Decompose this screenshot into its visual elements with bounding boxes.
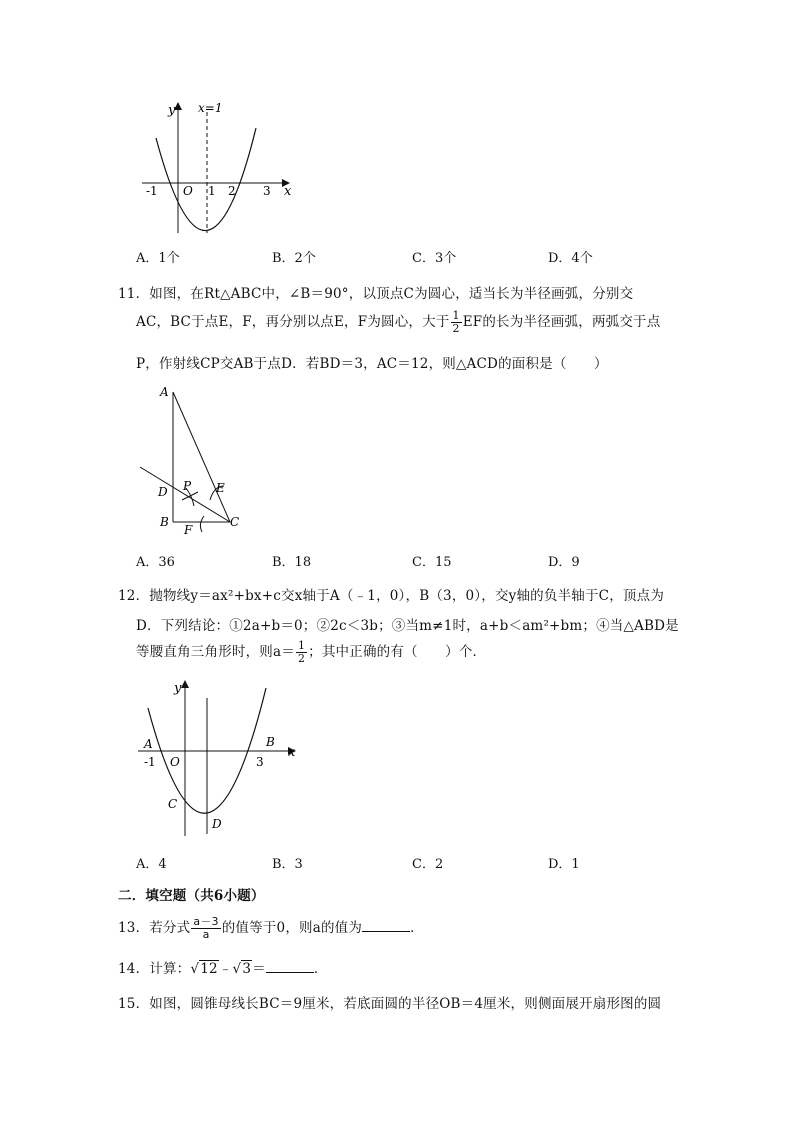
q10-option-a[interactable]: A．1个 xyxy=(136,251,180,266)
y-label: y xyxy=(174,681,182,696)
tick-2: 2 xyxy=(228,184,236,198)
label-a: A xyxy=(144,737,153,751)
label-d: D xyxy=(212,817,222,831)
q11-triangle-figure xyxy=(138,382,258,542)
sqrt-symbol: √ xyxy=(190,961,200,977)
label-f: F xyxy=(184,523,193,537)
q13-frac-den: a xyxy=(202,928,210,941)
q12-option-d[interactable]: D．1 xyxy=(548,857,580,872)
q13-c: ． xyxy=(410,920,424,936)
sqrt-symbol: √ xyxy=(232,961,242,977)
label-b: B xyxy=(160,515,169,529)
q12-parabola-figure xyxy=(136,678,306,838)
label-c: C xyxy=(230,515,240,529)
origin-label: O xyxy=(183,184,193,198)
q10-option-d[interactable]: D．4个 xyxy=(548,251,593,266)
origin-label: O xyxy=(170,755,180,769)
q13 xyxy=(118,916,424,941)
q12-line3-a: 等腰直角三角形时，则a＝ xyxy=(136,644,295,660)
tick-1: 1 xyxy=(208,184,216,198)
q14-c: ． xyxy=(313,961,328,977)
q12-fraction xyxy=(296,640,307,665)
label-b: B xyxy=(266,735,275,749)
label-d: D xyxy=(158,485,168,499)
q12-line3 xyxy=(136,640,486,665)
q14 xyxy=(118,957,328,977)
q13-a: 13．若分式 xyxy=(118,920,191,936)
q13-fraction xyxy=(191,916,220,941)
q11-frac-den: 2 xyxy=(452,322,460,335)
q13-frac-num: a－3 xyxy=(193,915,219,928)
q12-option-b[interactable]: B．3 xyxy=(272,857,303,872)
q14-radicand-2: 3 xyxy=(242,961,252,977)
label-c: C xyxy=(168,797,178,811)
q12-line2: D．下列结论：①2a+b＝0；②2c＜3b；③当m≠1时，a+b＜am²+bm；④当△ABD是 xyxy=(136,618,679,634)
x-label: x xyxy=(284,184,292,199)
label-p: P xyxy=(183,479,192,493)
q12-option-c[interactable]: C．2 xyxy=(412,857,444,872)
q14-answer-blank[interactable] xyxy=(266,960,314,973)
label-a: A xyxy=(160,385,169,399)
q11-option-d[interactable]: D．9 xyxy=(548,555,580,570)
xline-label: x=1 xyxy=(198,101,223,115)
q11-frac-num: 1 xyxy=(452,309,460,322)
q11-line1: 11．如图，在Rt△ABC中，∠B＝90°，以顶点C为圆心，适当长为半径画弧，分别交 xyxy=(118,286,634,302)
q11-option-b[interactable]: B．18 xyxy=(272,555,312,570)
q10-option-c[interactable]: C．3个 xyxy=(412,251,457,266)
q15-line1: 15．如图，圆锥母线长BC＝9厘米，若底面圆的半径OB＝4厘米，则侧面展开扇形图的圆 xyxy=(118,996,662,1012)
q10-option-b[interactable]: B．2个 xyxy=(272,251,316,266)
section-2-heading: 二．填空题（共6小题） xyxy=(118,888,265,904)
q11-fraction xyxy=(451,310,462,335)
q11-line2 xyxy=(136,310,660,335)
q12-line3-b: ；其中正确的有（ ）个． xyxy=(308,644,487,660)
q11-option-a[interactable]: A．36 xyxy=(136,555,175,570)
q14-mid: ﹣ xyxy=(218,961,233,977)
parabola-curve xyxy=(156,128,256,231)
q11-line2-a: AC，BC于点E，F，再分别以点E，F为圆心，大于 xyxy=(136,314,450,330)
q12-frac-num: 1 xyxy=(297,639,306,652)
tick-3: 3 xyxy=(256,755,264,769)
arc-f xyxy=(200,516,204,532)
q14-radicand-1: 12 xyxy=(200,961,218,977)
tick-neg1: -1 xyxy=(144,755,156,769)
arc-p1 xyxy=(182,492,198,500)
q11-option-c[interactable]: C．15 xyxy=(412,555,452,570)
q10-parabola-figure xyxy=(138,98,298,238)
q13-b: 的值等于0，则a的值为 xyxy=(221,920,363,936)
tick-neg1: -1 xyxy=(146,184,158,198)
y-label: y xyxy=(168,103,176,118)
q11-line2-b: EF的长为半径画弧，两弧交于点 xyxy=(462,314,661,330)
q12-frac-den: 2 xyxy=(297,652,306,665)
q11-line3: P，作射线CP交AB于点D．若BD＝3，AC＝12，则△ACD的面积是（ ） xyxy=(136,356,608,372)
x-label: x xyxy=(288,745,296,760)
q14-a: 14．计算： xyxy=(118,961,191,977)
q14-b: ＝ xyxy=(252,961,266,977)
q12-line1: 12．抛物线y＝ax²+bx+c交x轴于A（﹣1，0），B（3，0），交y轴的负半轴于C，顶点为 xyxy=(118,588,665,604)
q13-answer-blank[interactable] xyxy=(362,919,410,932)
side-ac xyxy=(173,392,230,522)
q12-option-a[interactable]: A．4 xyxy=(136,857,167,872)
tick-3: 3 xyxy=(263,184,271,198)
label-e: E xyxy=(216,481,225,495)
